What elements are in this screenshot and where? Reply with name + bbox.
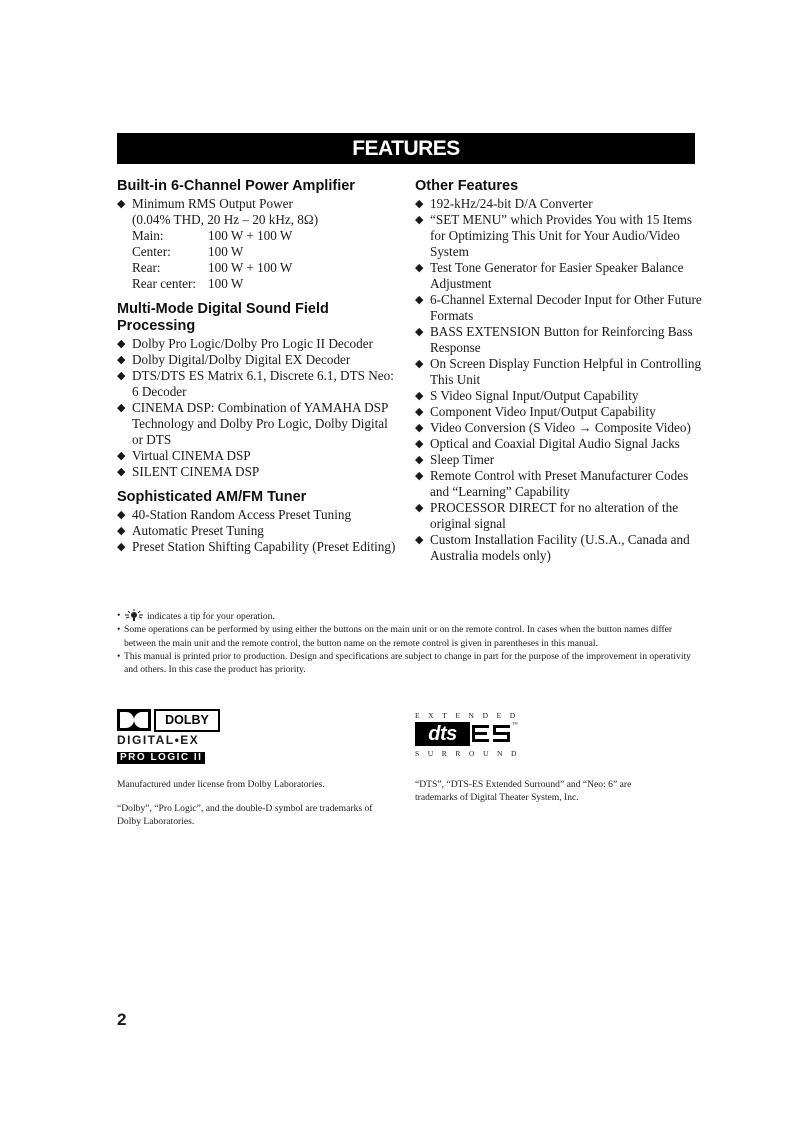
list-item: ◆ 6-Channel External Decoder Input for Other Future Formats [415,292,702,323]
list-item: ◆ Dolby Digital/Dolby Digital EX Decoder [117,352,351,367]
list-item: ◆ 40-Station Random Access Preset Tuning [117,507,352,522]
list-item: ◆ 192-kHz/24-bit D/A Converter [415,196,593,211]
list-item: ◆ Automatic Preset Tuning [117,523,264,538]
diamond-bullet-icon: ◆ [415,469,424,482]
notes [117,609,702,676]
list-item: ◆ Virtual CINEMA DSP [117,448,251,463]
list-item: ◆ S Video Signal Input/Output Capability [415,388,639,403]
list-item: ◆ On Screen Display Function Helpful in Controlling This Unit [415,356,702,387]
diamond-bullet-icon: ◆ [415,213,424,226]
diamond-bullet-icon: ◆ [117,401,126,414]
page-number: 2 [117,1010,127,1029]
dolby-license-text: Manufactured under license from Dolby Laboratories. “Dolby”, “Pro Logic”, and the double-D symbol are trademarks of Dolby Laboratories. [117,779,373,828]
spec-row: Main: 100 W + 100 W [132,228,293,243]
diamond-bullet-icon: ◆ [117,465,126,478]
section-heading: Sophisticated AM/FM Tuner [117,489,307,505]
note-item: • This manual is printed prior to production. Design and specifications are subject to change in part for the purpose of the improvement in operativity and others. In this case the product has priority. [117,650,691,676]
list-item: ◆ Remote Control with Preset Manufacturer Codes and “Learning” Capability [415,468,689,499]
diamond-bullet-icon: ◆ [117,197,126,210]
diamond-bullet-icon: ◆ [117,540,126,553]
dts-es-logo: EXTENDED dts ™ SURROUND [415,711,526,758]
tuner-section [117,489,402,555]
diamond-bullet-icon: ◆ [415,389,424,402]
es-mark-icon [472,722,512,746]
list-item: ◆ Minimum RMS Output Power (0.04% THD, 20 Hz – 20 kHz, 8Ω) Main: 100 W + 100 W Center: 100 W Rear: 100 W + 100 W Rear center: 100 W [117,196,402,292]
diamond-bullet-icon: ◆ [415,357,424,370]
list-item: ◆ Video Conversion (S Video → Composite Video) [415,420,691,435]
tip-lightbulb-icon [124,609,144,621]
spec-row: Center: 100 W [132,244,244,259]
power-amplifier-section [117,178,402,292]
diamond-bullet-icon: ◆ [415,421,424,434]
list-item: ◆ Preset Station Shifting Capability (Preset Editing) [117,539,396,554]
diamond-bullet-icon: ◆ [415,293,424,306]
note-item: • Some operations can be performed by using either the buttons on the main unit or on the remote control. In cases when the button names differ between the main unit and the remote control, the button name on the remote control is given in parentheses in this manual. [117,624,673,649]
other-features-section [415,178,705,564]
sound-field-section [117,301,402,480]
list-item: ◆ Optical and Coaxial Digital Audio Signal Jacks [415,436,680,451]
list-item: ◆ Dolby Pro Logic/Dolby Pro Logic II Decoder [117,336,373,351]
list-item: ◆ “SET MENU” which Provides You with 15 Items for Optimizing This Unit for Your Audio/Video System [415,212,693,259]
list-item: ◆ BASS EXTENSION Button for Reinforcing Bass Response [415,324,693,355]
page-title: FEATURES [117,133,695,164]
dolby-logo: DOLBY DIGITAL•EX PRO LOGIC II [117,709,221,765]
section-heading: Built-in 6-Channel Power Amplifier [117,178,355,194]
section-heading: Other Features [415,178,519,194]
diamond-bullet-icon: ◆ [415,405,424,418]
diamond-bullet-icon: ◆ [117,353,126,366]
left-column [117,178,402,564]
list-item: ◆ Custom Installation Facility (U.S.A., Canada and Australia models only) [415,532,690,563]
spec-row: Rear: 100 W + 100 W [132,260,293,275]
right-column [415,178,705,573]
diamond-bullet-icon: ◆ [415,261,424,274]
dts-license-text: “DTS”, “DTS-ES Extended Surround” and “Neo: 6” are trademarks of Digital Theater System, Inc. [415,779,632,804]
section-heading: Multi-Mode Digital Sound Field Processing [117,301,329,334]
spec-row: Rear center: 100 W [132,276,244,291]
list-item: ◆ Sleep Timer [415,452,495,467]
diamond-bullet-icon: ◆ [415,197,424,210]
trademark-icon: ™ [512,722,518,728]
list-item: ◆ PROCESSOR DIRECT for no alteration of the original signal [415,500,679,531]
diamond-bullet-icon: ◆ [415,533,424,546]
list-item: ◆ DTS/DTS ES Matrix 6.1, Discrete 6.1, DTS Neo: 6 Decoder [117,368,394,399]
diamond-bullet-icon: ◆ [117,369,126,382]
diamond-bullet-icon: ◆ [117,508,126,521]
list-item: ◆ SILENT CINEMA DSP [117,464,260,479]
list-item: ◆ Component Video Input/Output Capability [415,404,656,419]
diamond-bullet-icon: ◆ [415,437,424,450]
note-item: • indicates a tip for your operation. [117,610,275,622]
diamond-bullet-icon: ◆ [415,325,424,338]
diamond-bullet-icon: ◆ [415,501,424,514]
diamond-bullet-icon: ◆ [117,337,126,350]
diamond-bullet-icon: ◆ [117,449,126,462]
diamond-bullet-icon: ◆ [117,524,126,537]
list-item: ◆ CINEMA DSP: Combination of YAMAHA DSP Technology and Dolby Pro Logic, Dolby Digital or DTS [117,400,388,447]
double-d-icon [117,709,151,731]
list-item: ◆ Test Tone Generator for Easier Speaker Balance Adjustment [415,260,684,291]
diamond-bullet-icon: ◆ [415,453,424,466]
